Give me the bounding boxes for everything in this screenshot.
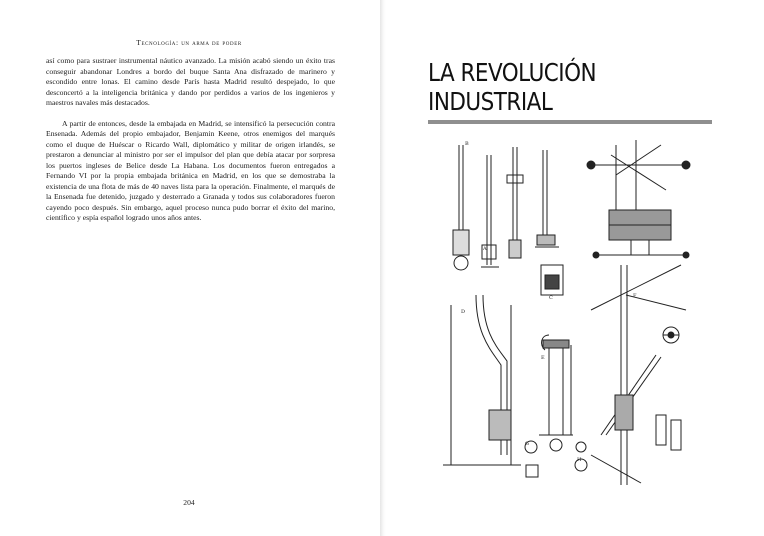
chapter-title-line-2: INDUSTRIAL <box>428 87 553 116</box>
cylinder-pump-group <box>539 335 573 451</box>
chapter-title <box>428 58 703 116</box>
curved-pipe-group <box>443 295 521 465</box>
body-text <box>46 56 335 224</box>
chapter-title-line-1: LA REVOLUCIÓN <box>428 58 597 87</box>
rotary-machine-group <box>587 140 690 258</box>
plate-letter-d: D <box>461 309 466 315</box>
running-head: Tecnología: un arma de poder <box>136 38 242 47</box>
plate-letter-a: A <box>483 246 487 252</box>
title-rule <box>428 120 712 124</box>
left-page <box>0 0 381 536</box>
engraving-machinery-drawing <box>431 135 696 490</box>
paragraph-1: así como para sustraer instrumental náutico avanzado. La misión acabó siendo un éxito tras conseguir abandonar Londres a bordo del buque Santa Ana disfrazado de marinero y escondido entre lonas. El camino desde París hasta Madrid resultó despejado, lo que desconcertó a la inteligencia británica y dando por perdidos a varios de los ingenieros y maestros navales más destacados. <box>46 56 335 107</box>
pump-rods-group <box>453 145 559 270</box>
engraving-illustration <box>431 135 696 490</box>
plate-letter-c: C <box>549 295 553 301</box>
small-frame-box <box>541 265 563 295</box>
plate-letter-e: E <box>541 355 545 361</box>
plate-letter-b: B <box>465 141 469 147</box>
plate-letter-h: H <box>577 457 582 463</box>
page-number: 204 <box>183 498 195 507</box>
crane-group <box>591 265 686 485</box>
plate-letter-g: G <box>525 441 529 447</box>
right-page <box>386 0 764 536</box>
pulley-details <box>525 327 681 477</box>
paragraph-2: A partir de entonces, desde la embajada en Madrid, se intensificó la persecución contra Ensenada. Además del propio embajador, Benjamin Keene, otros enemigos del marqués como el duque de Huéscar o Ricardo Wall, diplomático y militar de origen irlandés, se prestaron a denunciar al ministro por ser el impulsor del plan que debía atacar por sorpresa los puertos ingleses de Belice desde La Habana. Los documentos fueron entregados a Fernando VI por la propia embajada británica en Madrid, en los que se demostraba la existencia de una flota de más de 40 naves lista para la operación. Finalmente, el marqués de la Ensenada fue detenido, juzgado y desterrado a Granada y todos sus colaboradores fueron cayendo poco después. Sin embargo, aquel proceso nunca pudo borrar el éxito del marino, científico y espía español logrado unos años antes. <box>46 118 335 222</box>
plate-letter-f: F <box>633 293 637 299</box>
